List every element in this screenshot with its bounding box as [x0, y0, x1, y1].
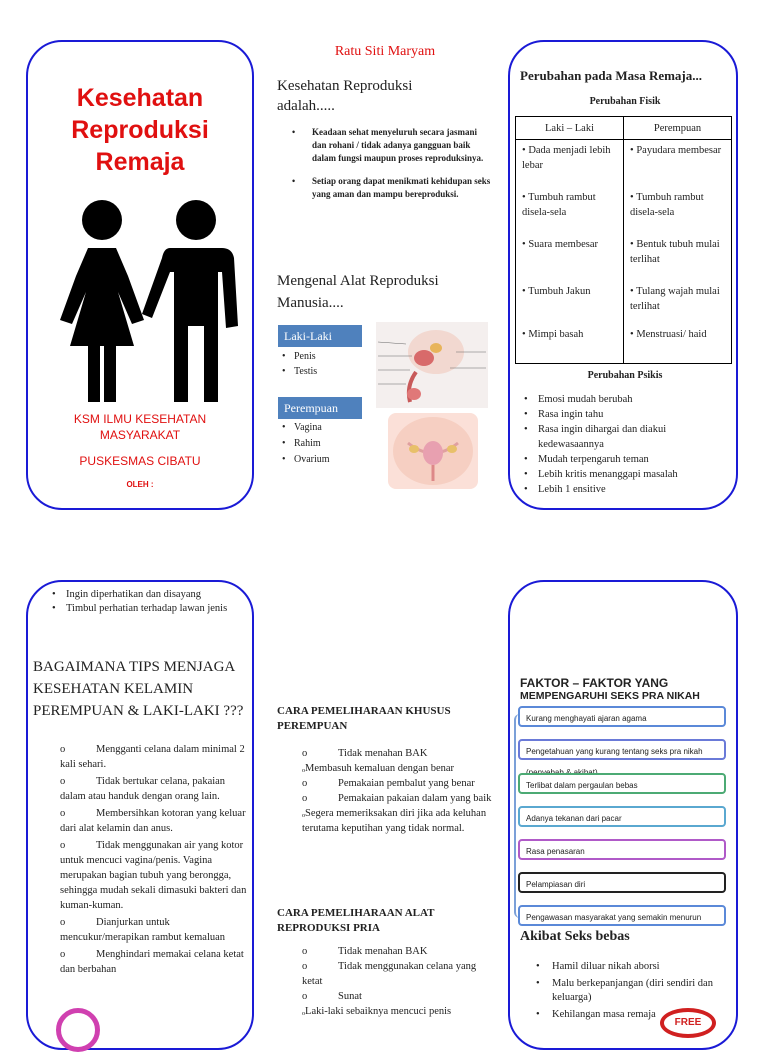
factor-item: Kurang menghayati ajaran agama [518, 706, 726, 727]
free-badge-icon [660, 1008, 716, 1038]
cover-org-line: KSM ILMU KESEHATAN [73, 412, 207, 426]
female-tab-label: Perempuan [284, 401, 338, 415]
female-care-item: ₒMembasuh kemaluan dengan benar [302, 763, 455, 774]
table-cell: Tumbuh rambut disela-sela [522, 192, 596, 218]
author-name: Ratu Siti Maryam [334, 44, 436, 59]
male-anatomy-image [376, 322, 488, 408]
psychological-item: • Mudah terpengaruh teman [524, 452, 734, 467]
factor-item: Adanya tekanan dari pacar [518, 806, 726, 827]
tip-text: Membersihkan kotoran yang keluar dari alat kelamin dan anus. [60, 808, 246, 834]
psychological-item: • Lebih kritis menanggapi masalah [524, 467, 734, 482]
definition-heading: Kesehatan Reproduksi adalah..... [277, 78, 413, 114]
table-row: • Tumbuh Jakun • Tulang wajah mulai terlihat [516, 281, 732, 324]
table-row: • Dada menjadi lebih lebar • Payudara membesar [516, 140, 732, 188]
consequence-item: • Malu berkepanjangan (diri sendiri dan keluarga) [536, 977, 732, 1005]
male-organ-item: • Testis [282, 364, 317, 379]
male-care-item: ₒLaki-laki sebaiknya mencuci penis [302, 1006, 452, 1017]
male-care-list [302, 944, 492, 1019]
cover-title-line: Kesehatan [76, 84, 204, 112]
physical-changes-table [515, 116, 732, 364]
tip-text: Dianjurkan untuk mencukur/merapikan rambut kemaluan [60, 917, 226, 943]
table-cell: Payudara membesar [636, 145, 722, 156]
cover-title-line: Remaja [95, 148, 185, 176]
psychological-changes-heading: Perubahan Psikis [587, 370, 663, 381]
definition-list [292, 126, 492, 201]
tip-text: Tidak bertukar celana, pakaian dalam atau handuk dengan orang lain. [60, 776, 226, 802]
consequences-heading: Akibat Seks bebas [520, 929, 630, 944]
factors-heading-line2: MEMPENGARUHI SEKS PRA NIKAH [520, 690, 700, 702]
male-organ-item: • Penis [282, 349, 317, 364]
definition-item: • Setiap orang dapat menikmati kehidupan seks yang aman dan mampu bereproduksi. [292, 175, 492, 201]
tips-list [60, 742, 250, 977]
male-organ-list [282, 349, 317, 379]
table-cell: Tulang wajah mulai terlihat [630, 286, 720, 312]
physical-changes-heading: Perubahan Fisik [589, 96, 661, 107]
male-care-item: oTidak menggunakan celana yang ketat [302, 959, 492, 989]
continued-item: • Timbul perhatian terhadap lawan jenis [52, 602, 248, 616]
factor-item: Pengawasan masyarakat yang semakin menurun [518, 905, 726, 926]
psychological-item: • Rasa ingin dihargai dan diakui kedewasaannya [524, 422, 734, 452]
table-header-row [516, 117, 732, 140]
man-woman-holding-hands-icon [52, 196, 242, 402]
female-organ-list [282, 420, 330, 468]
table-cell: Tumbuh rambut disela-sela [630, 192, 704, 218]
female-care-list [302, 746, 492, 836]
tip-item [60, 774, 250, 804]
definition-item: • Keadaan sehat menyeluruh secara jasmani dan rohani / tidak adanya gangguan baik dalam fungsi maupun proses reproduksinya. [292, 126, 492, 165]
male-care-item: oTidak menahan BAK [302, 944, 492, 959]
factor-item: Terlibat dalam pergaulan bebas [518, 773, 726, 794]
table-cell: Bentuk tubuh mulai terlihat [630, 239, 720, 265]
table-cell: Mimpi basah [528, 329, 584, 340]
table-cell: Dada menjadi lebih lebar [522, 145, 611, 171]
female-organ-item: • Vagina [282, 420, 330, 436]
cover-org-line: MASYARAKAT [99, 428, 181, 442]
male-tab-label: Laki-Laki [284, 329, 332, 343]
factors-heading-line1: FAKTOR – FAKTOR YANG [520, 676, 669, 690]
factor-item: Rasa penasaran [518, 839, 726, 860]
organs-heading: Mengenal Alat Reproduksi Manusia.... [277, 273, 439, 311]
female-care-item: ₒSegera memeriksakan diri jika ada keluhan terutama keputihan yang tidak normal. [302, 808, 487, 834]
table-row: • Suara membesar • Bentuk tubuh mulai terlihat [516, 234, 732, 281]
cover-org [30, 411, 250, 443]
continued-list [52, 588, 248, 616]
cover-author-label: OLEH : [126, 480, 154, 489]
factors-heading [520, 676, 735, 702]
decorative-circle-icon [56, 1008, 100, 1052]
cover-puskesmas: PUSKESMAS CIBATU [79, 454, 201, 468]
continued-item: • Ingin diperhatikan dan disayang [52, 588, 248, 602]
table-row: • Mimpi basah • Menstruasi/ haid [516, 324, 732, 364]
male-care-heading: CARA PEMELIHARAAN ALAT REPRODUKSI PRIA [277, 907, 435, 934]
table-cell: Suara membesar [528, 239, 598, 250]
psychological-changes-list [524, 392, 734, 497]
tip-item [60, 915, 250, 945]
female-anatomy-image [388, 413, 478, 489]
tip-text: Menghindari memakai celana ketat dan berbahan [60, 949, 244, 975]
table-cell: Tumbuh Jakun [528, 286, 591, 297]
factor-item: Pengetahuan yang kurang tentang seks pra nikah [518, 739, 726, 760]
cover-title-line: Reproduksi [71, 116, 209, 144]
tip-item [60, 947, 250, 977]
table-header-female: Perempuan [624, 117, 732, 140]
female-care-item: oPemakaian pakaian dalam yang baik [302, 791, 492, 806]
female-care-item: oPemakaian pembalut yang benar [302, 776, 492, 791]
tip-item [60, 742, 250, 772]
tip-text: Tidak menggunakan air yang kotor untuk mencuci vagina/penis. Vagina merupakan bagian tubuh yang berongga, sehingga mudah sekali dimasuki bakteri dan kuman-kuman. [60, 840, 247, 911]
male-care-item: oSunat [302, 989, 492, 1004]
tip-item [60, 838, 250, 913]
male-tab [278, 325, 362, 347]
factor-item: Pelampiasan diri [518, 872, 726, 893]
psychological-item: • Lebih 1 ensitive [524, 482, 734, 497]
female-organ-item: • Rahim [282, 436, 330, 452]
table-cell: Menstruasi/ haid [636, 329, 707, 340]
female-tab [278, 397, 362, 419]
psychological-item: • Rasa ingin tahu [524, 407, 734, 422]
changes-heading: Perubahan pada Masa Remaja... [520, 68, 703, 83]
tips-heading: BAGAIMANA TIPS MENJAGA KESEHATAN KELAMIN PEREMPUAN & LAKI-LAKI ??? [33, 659, 244, 719]
consequence-item: • Hamil diluar nikah aborsi [536, 960, 732, 974]
female-organ-item: • Ovarium [282, 452, 330, 468]
tip-item [60, 806, 250, 836]
cover-title [30, 82, 250, 178]
free-badge-label: FREE [674, 1017, 702, 1028]
table-header-male: Laki – Laki [516, 117, 624, 140]
table-row: • Tumbuh rambut disela-sela • Tumbuh rambut disela-sela [516, 187, 732, 234]
tip-text: Mengganti celana dalam minimal 2 kali sehari. [60, 744, 245, 770]
female-care-item: oTidak menahan BAK [302, 746, 492, 761]
consequence-item: • Kehilangan masa remaja [536, 1008, 732, 1022]
psychological-item: • Emosi mudah berubah [524, 392, 734, 407]
female-care-heading: CARA PEMELIHARAAN KHUSUS PEREMPUAN [277, 705, 451, 732]
